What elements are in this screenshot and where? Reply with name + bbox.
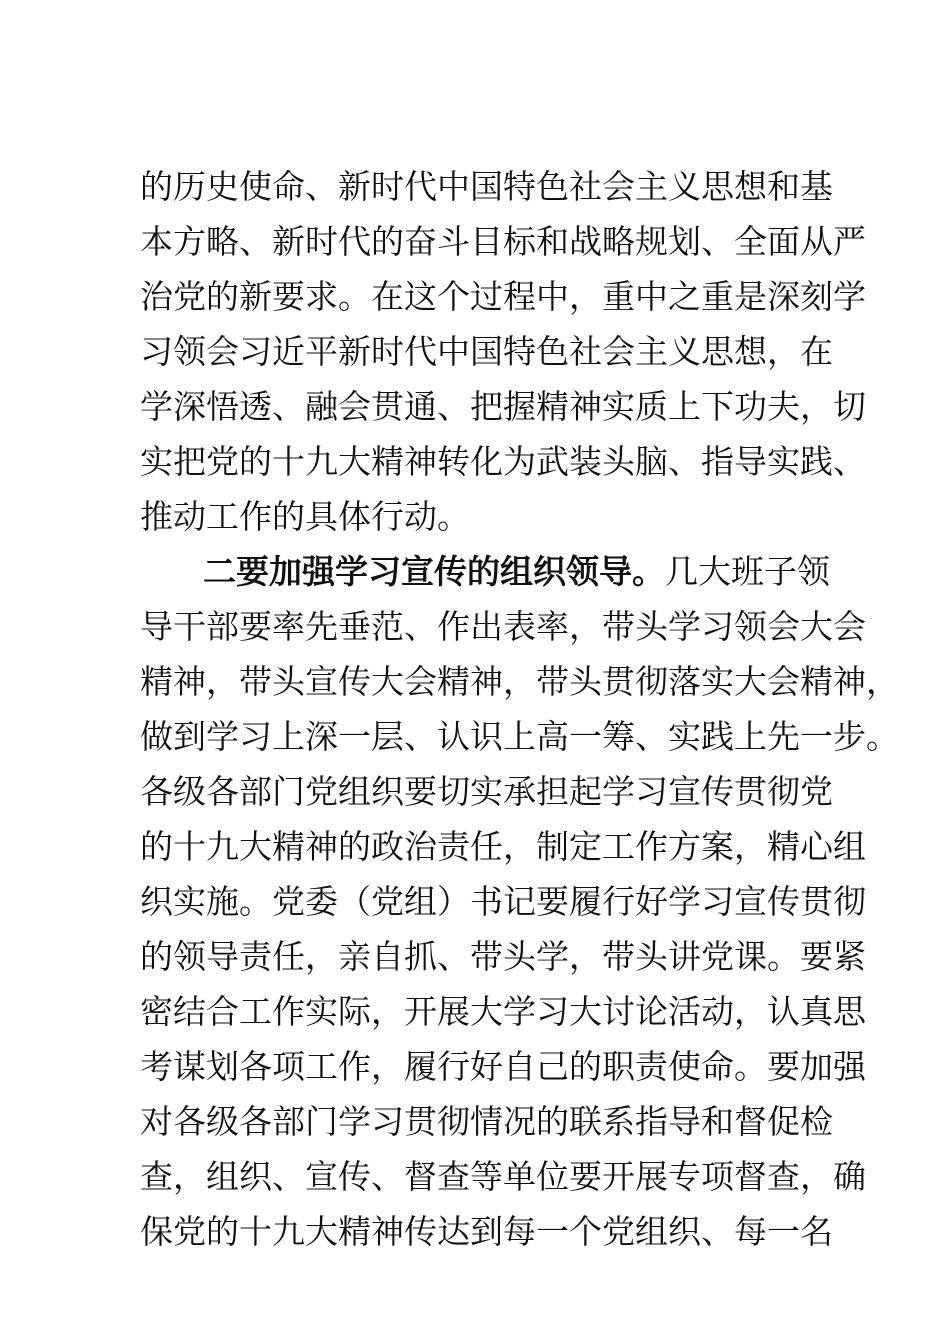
paragraph-1-line-3: 治党的新要求。在这个过程中，重中之重是深刻学 xyxy=(140,277,866,316)
paragraph-1-line-7: 推动工作的具体行动。 xyxy=(140,497,470,536)
paragraph-2-line-6: 的十九大精神的政治责任，制定工作方案，精心组 xyxy=(140,827,866,866)
paragraph-1-line-5: 学深悟透、融会贯通、把握精神实质上下功夫，切 xyxy=(140,387,866,426)
paragraph-2-line-11: 对各级各部门学习贯彻情况的联系指导和督促检 xyxy=(140,1102,833,1141)
paragraph-2-line-8: 的领导责任，亲自抓、带头学，带头讲党课。要紧 xyxy=(140,937,866,976)
section-heading: 二要加强学习宣传的组织领导。 xyxy=(203,552,665,591)
paragraph-2-first-line xyxy=(203,545,830,599)
paragraph-2-line-12: 查，组织、宣传、督查等单位要开展专项督查，确 xyxy=(140,1157,866,1196)
paragraph-2-line-3: 精神，带头宣传大会精神，带头贯彻落实大会精神， xyxy=(140,662,899,701)
paragraph-2-line-9: 密结合工作实际，开展大学习大讨论活动，认真思 xyxy=(140,992,866,1031)
paragraph-2-line-2: 导干部要率先垂范、作出表率，带头学习领会大会 xyxy=(140,607,866,646)
paragraph-2-line-13: 保党的十九大精神传达到每一个党组织、每一名 xyxy=(140,1212,833,1251)
paragraph-2-line-5: 各级各部门党组织要切实承担起学习宣传贯彻党 xyxy=(140,772,833,811)
paragraph-2-line-4: 做到学习上深一层、认识上高一筹、实践上先一步。 xyxy=(140,717,899,756)
paragraph-2-line-10: 考谋划各项工作，履行好自己的职责使命。要加强 xyxy=(140,1047,866,1086)
paragraph-1-line-1: 的历史使命、新时代中国特色社会主义思想和基 xyxy=(140,167,833,206)
paragraph-1-line-2: 本方略、新时代的奋斗目标和战略规划、全面从严 xyxy=(140,222,866,261)
paragraph-1-line-6: 实把党的十九大精神转化为武装头脑、指导实践、 xyxy=(140,442,866,481)
paragraph-1-line-4: 习领会习近平新时代中国特色社会主义思想，在 xyxy=(140,332,833,371)
paragraph-2-first-line-text: 几大班子领 xyxy=(665,552,830,591)
paragraph-2-line-7: 织实施。党委（党组）书记要履行好学习宣传贯彻 xyxy=(140,882,866,921)
